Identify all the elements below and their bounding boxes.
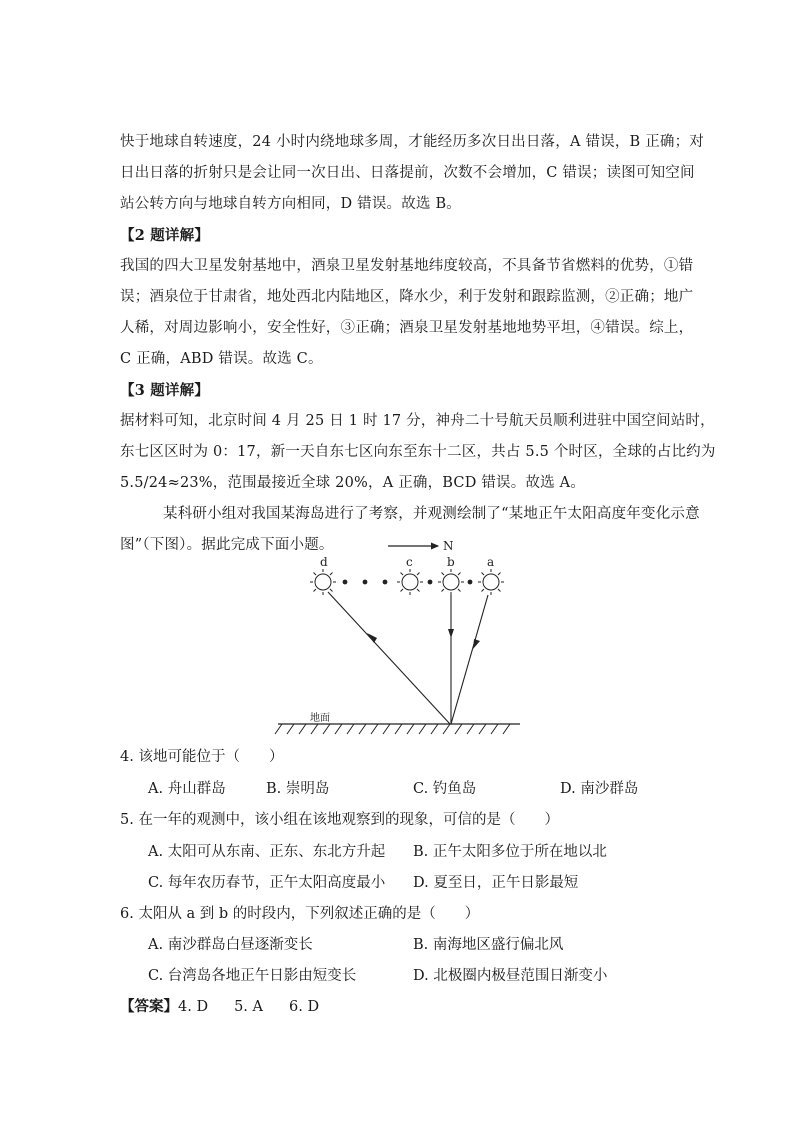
text-line-7: 人稀，对周边影响小，安全性好，③正确；酒泉卫星发射基地地势平坦，④错误。综上，	[120, 320, 694, 336]
sun-label-d: d	[320, 555, 328, 569]
sun-label-c: c	[406, 555, 413, 569]
question-5-option-d[interactable]: D. 夏至日，正午日影最短	[413, 875, 579, 891]
text-line-10: 据材料可知，北京时间 4 月 25 日 1 时 17 分，神舟二十号航天员顺利进驻中国空间站时，	[120, 413, 715, 429]
sun-label-b: b	[447, 555, 455, 569]
answer-label: 【答案】	[120, 998, 178, 1015]
answer-item-6: 6. D	[289, 999, 320, 1015]
answer-line	[120, 997, 319, 1017]
text-line-6: 误；酒泉位于甘肃省，地处西北内陆地区，降水少，利于发射和跟踪监测，②正确；地广	[120, 289, 694, 305]
question-4-option-c[interactable]: C. 钓鱼岛	[413, 781, 477, 797]
material-intro-line-1: 某科研小组对我国某海岛进行了考察，并观测绘制了“某地正午太阳高度年变化示意	[163, 506, 700, 522]
question-4-option-d[interactable]: D. 南沙群岛	[560, 781, 639, 797]
path-dot	[383, 580, 388, 585]
solar-altitude-figure	[270, 535, 530, 740]
text-line-12: 5.5/24≈23%，范围最接近全球 20%，A 正确，BCD 错误。故选 A。	[120, 475, 586, 491]
ground-hatching	[275, 724, 510, 734]
text-line-1: 快于地球自转速度，24 小时内绕地球多周，才能经历多次日出日落，A 错误，B 正确；对	[120, 134, 705, 150]
question-5-option-a[interactable]: A. 太阳可从东南、正东、东北方升起	[148, 844, 386, 860]
question-5-option-b[interactable]: B. 正午太阳多位于所在地以北	[413, 844, 607, 860]
path-dot	[468, 580, 473, 585]
question-6-option-d[interactable]: D. 北极圈内极昼范围日渐变小	[413, 968, 608, 984]
material-intro-line-2: 图”（下图）。据此完成下面小题。	[120, 537, 334, 553]
sun-a	[478, 569, 504, 595]
question-5-stem: 5. 在一年的观测中，该小组在该地观察到的现象，可信的是（ ）	[120, 812, 559, 828]
question-6-option-a[interactable]: A. 南沙群岛白昼逐渐变长	[148, 937, 313, 953]
question-4-option-a[interactable]: A. 舟山群岛	[148, 781, 226, 797]
answer-item-4: 4. D	[178, 999, 209, 1015]
ray-d-arrow	[367, 633, 377, 643]
question-6-option-b[interactable]: B. 南海地区盛行偏北风	[413, 937, 564, 953]
ray-b-arrow	[448, 629, 454, 638]
question-6-option-c[interactable]: C. 台湾岛各地正午日影由短变长	[148, 968, 357, 984]
question-6-stem: 6. 太阳从 a 到 b 的时段内，下列叙述正确的是（ ）	[120, 906, 480, 922]
ray-a	[451, 595, 488, 724]
north-label: N	[443, 539, 454, 553]
sun-c	[397, 569, 423, 595]
sun-label-a: a	[487, 555, 495, 569]
text-line-11: 东七区区时为 0：17，新一天自东七区向东至东十二区，共占 5.5 个时区，全球的占比约为	[120, 444, 716, 460]
ray-d	[328, 592, 450, 724]
text-line-5: 我国的四大卫星发射基地中，酒泉卫星发射基地纬度较高，不具备节省燃料的优势，①错	[120, 258, 694, 274]
text-line-8: C 正确，ABD 错误。故选 C。	[120, 351, 323, 367]
sun-b	[438, 569, 464, 595]
path-dot	[363, 580, 368, 585]
sun-d	[310, 569, 336, 595]
question-5-option-c[interactable]: C. 每年农历春节，正午太阳高度最小	[148, 875, 386, 891]
path-dot	[343, 580, 348, 585]
answer-item-5: 5. A	[234, 999, 263, 1015]
ground-label: 地面	[310, 713, 330, 724]
ray-a-arrow	[473, 639, 480, 649]
question-4-stem: 4. 该地可能位于（ ）	[120, 749, 284, 765]
section-heading-3: 【3 题详解】	[120, 382, 210, 399]
section-heading-2: 【2 题详解】	[120, 227, 210, 244]
path-dot	[428, 580, 433, 585]
question-4-option-b[interactable]: B. 崇明岛	[266, 781, 330, 797]
text-line-3: 站公转方向与地球自转方向相同，D 错误。故选 B。	[120, 196, 461, 212]
text-line-2: 日出日落的折射只是会让同一次日出、日落提前，次数不会增加，C 错误；读图可知空间	[120, 165, 695, 181]
